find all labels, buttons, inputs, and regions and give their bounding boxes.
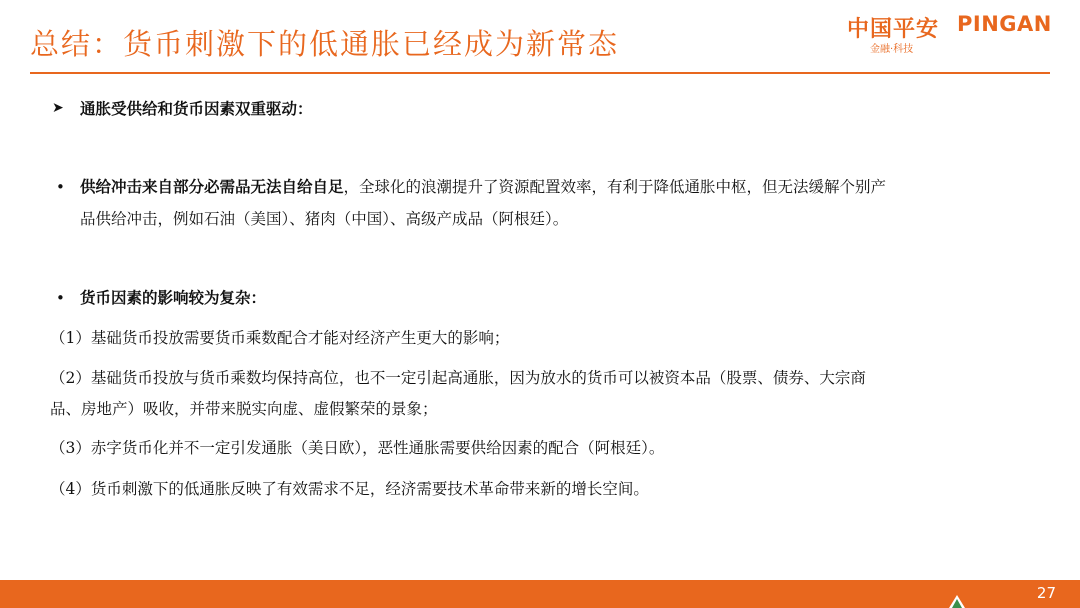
logo-chinese: 中国平安 [847,17,940,42]
list-item-2-line2: 品、房地产）吸收，并带来脱实向虚、虚假繁荣的景象； [50,400,438,418]
list-item-1: （1）基础货币投放需要货币乘数配合才能对经济产生更大的影响； [50,329,510,347]
section-heading: 通胀受供给和货币因素双重驱动： [80,99,313,118]
bullet1-bold-text: 供给冲击来自部分必需品无法自给自足 [80,177,344,196]
bullet1-line2: 品供给冲击，例如石油（美国）、猪肉（中国）、高级产成品（阿根廷）。 [80,210,569,228]
page-number: 27 [1036,584,1056,602]
bullet-dot-icon: • [56,289,65,307]
bullet-dot-icon: • [56,178,65,196]
bullet1-line1 [80,177,886,197]
corner-mark-icon [948,594,966,608]
logo [847,10,1052,60]
list-item-4: （4）货币刺激下的低通胀反映了有效需求不足，经济需要技术革命带来新的增长空间。 [50,480,649,498]
footer-bar [0,580,1080,608]
bullet1-text: ，全球化的浪潮提升了资源配置效率，有利于降低通胀中枢，但无法缓解个别产 [343,178,887,196]
bullet2-heading: 货币因素的影响较为复杂： [80,288,267,307]
page-title: 总结：货币刺激下的低通胀已经成为新常态 [30,27,620,61]
list-item-2-line1: （2）基础货币投放与货币乘数均保持高位，也不一定引起高通胀，因为放水的货币可以被资本品（股票、债券、大宗商 [50,369,866,387]
logo-tagline: 金融·科技 [870,44,914,55]
logo-english: PINGAN [957,12,1052,36]
list-item-3: （3）赤字货币化并不一定引发通胀（美日欧），恶性通胀需要供给因素的配合（阿根廷）。 [50,439,665,457]
arrow-bullet-icon: ➤ [52,100,64,116]
title-divider [30,72,1050,74]
